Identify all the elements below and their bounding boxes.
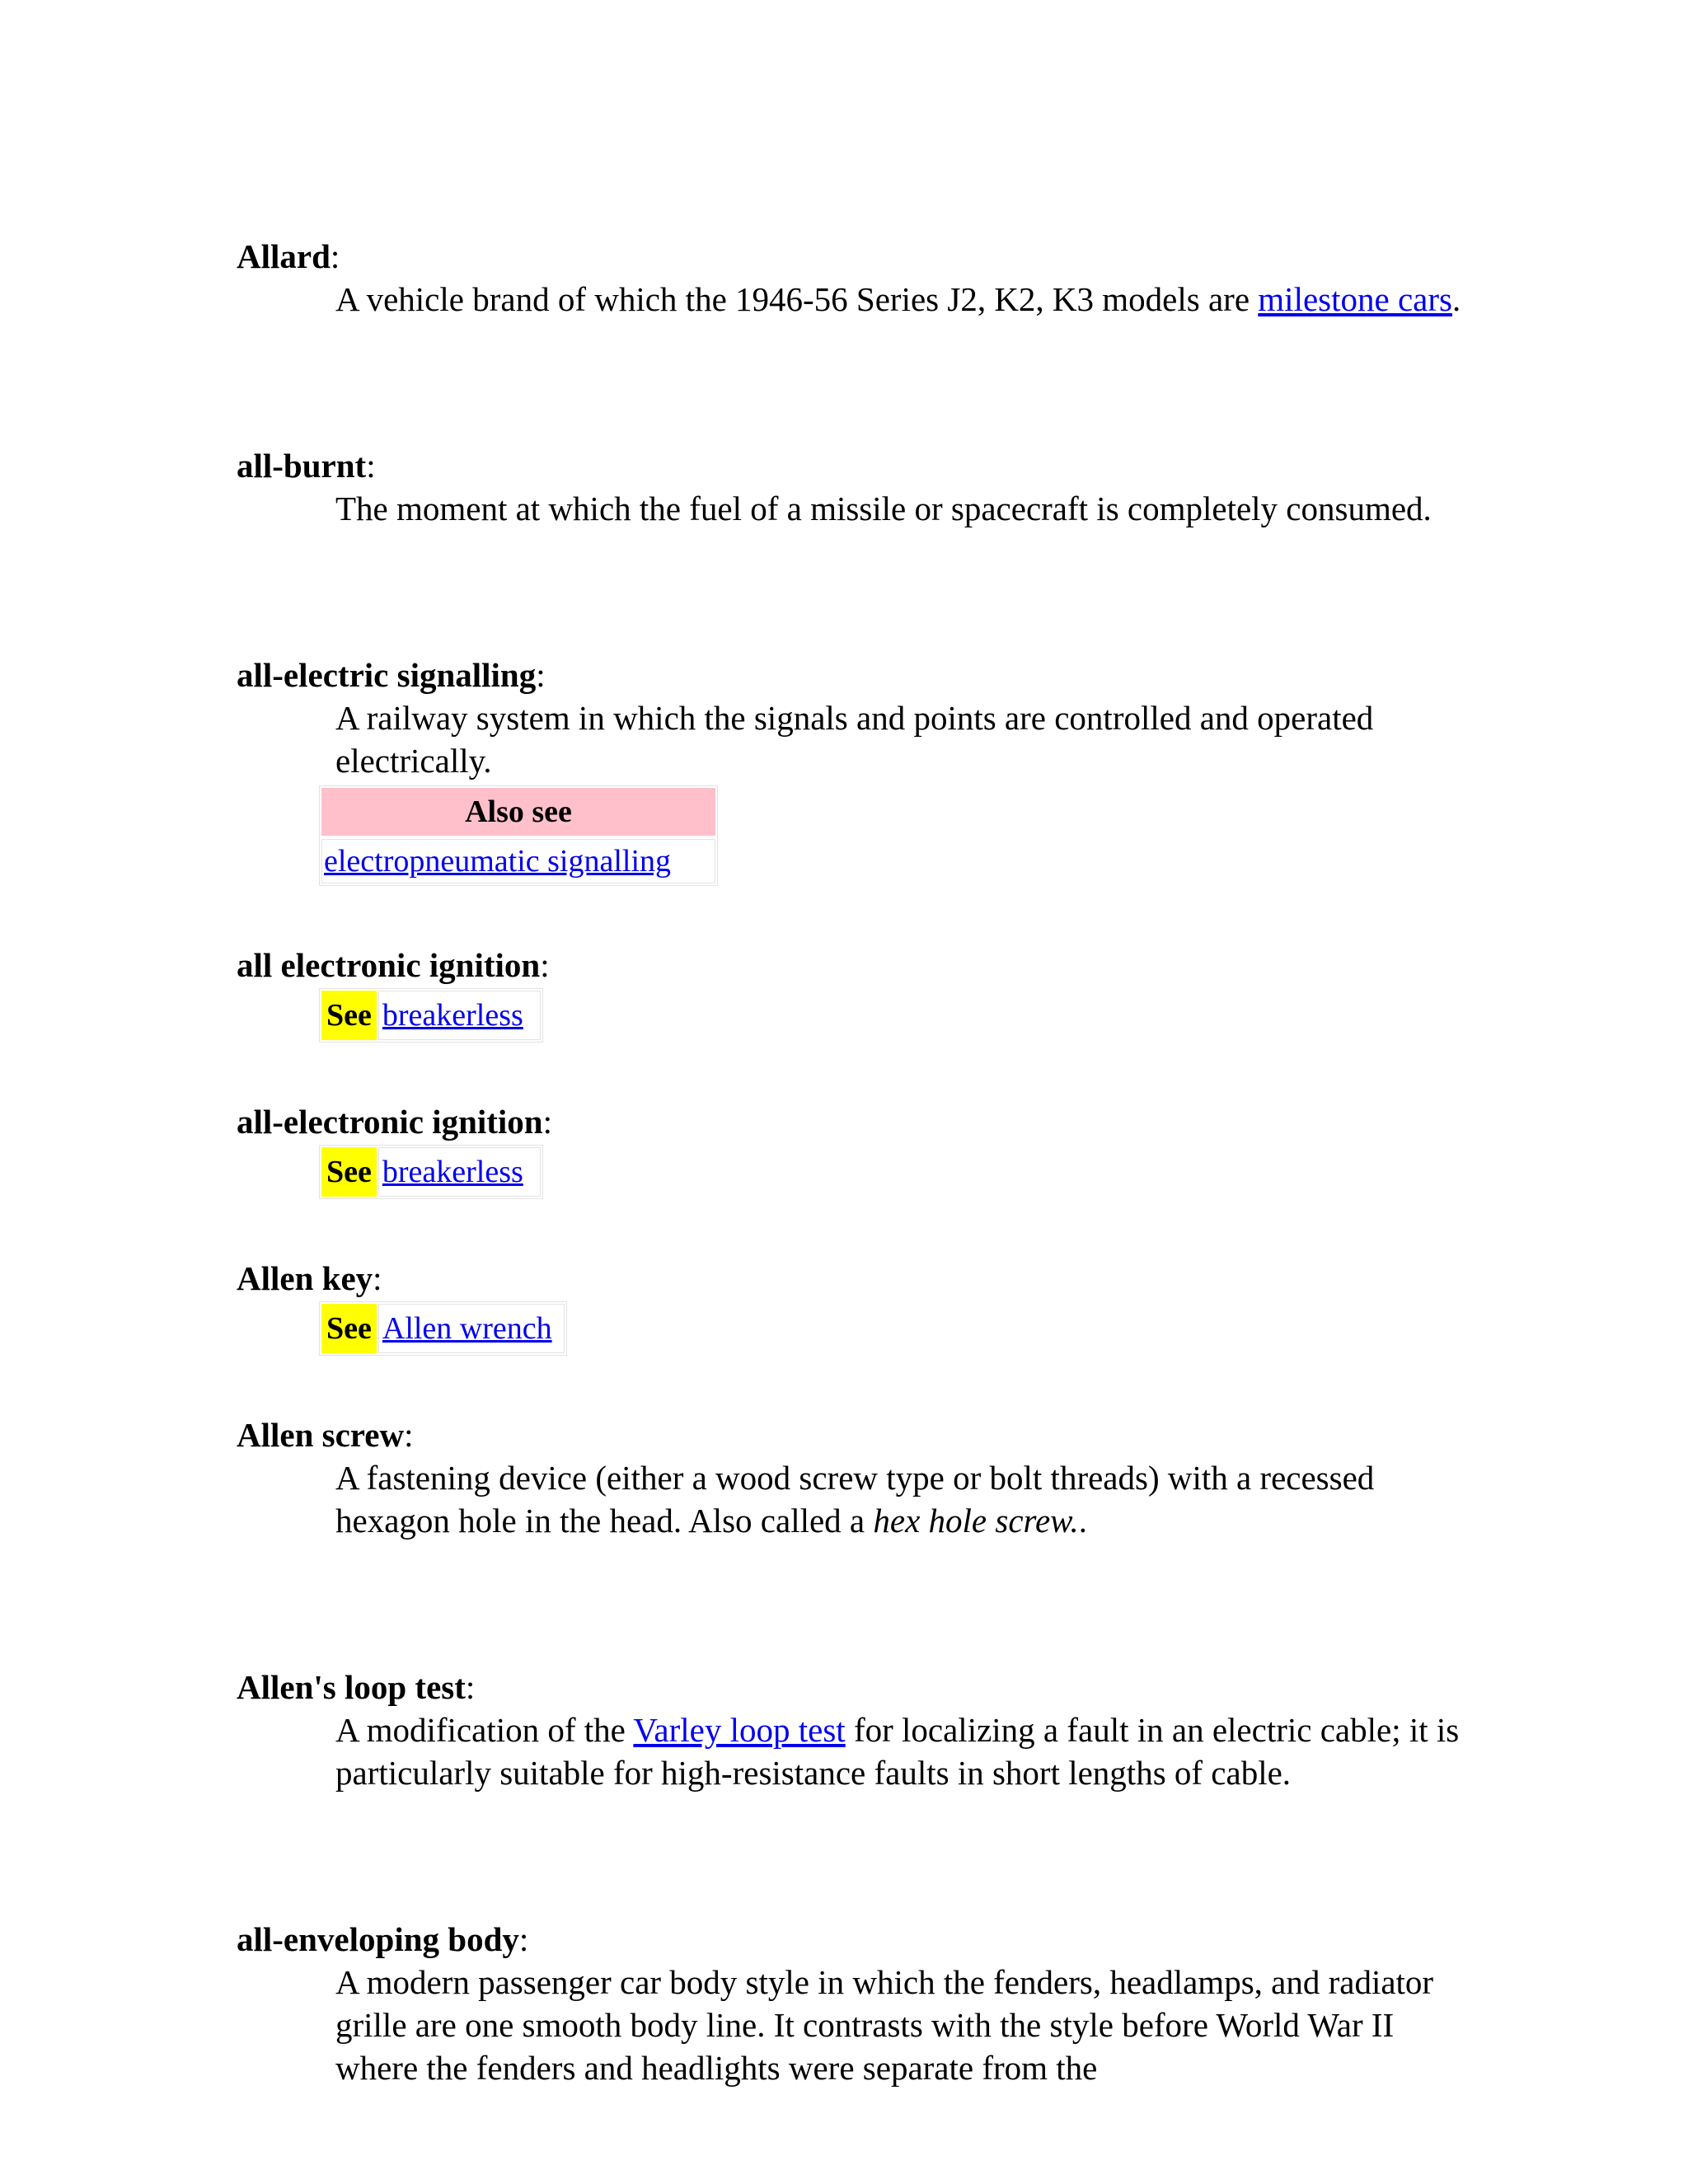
entry-allard bbox=[237, 235, 1473, 321]
definition-text: A fastening device (either a wood screw type or bolt threads) with a recessed hexagon hole in the head. Also called a bbox=[335, 1459, 1375, 1540]
entry-all-electronic-ignition bbox=[237, 944, 1473, 1043]
definition-text: A vehicle brand of which the 1946-56 Series J2, K2, K3 models are bbox=[335, 280, 1259, 318]
definition-text: A modification of the bbox=[335, 1711, 634, 1749]
milestone-cars-link[interactable]: milestone cars bbox=[1258, 280, 1452, 318]
definition: The moment at which the fuel of a missile or spacecraft is completely consumed. bbox=[335, 490, 1432, 527]
breakerless-link[interactable]: breakerless bbox=[382, 998, 523, 1033]
colon: : bbox=[366, 447, 376, 485]
colon: : bbox=[404, 1416, 414, 1454]
colon: : bbox=[330, 237, 340, 275]
definition-text-end: for localizing a fault in an electric cable; it is particularly suitable for high-resistance faults in short lengths of cable. bbox=[335, 1711, 1460, 1792]
definition: A modern passenger car body style in which the fenders, headlamps, and radiator grille are one smooth body line. It contrasts with the style before World War II where the fenders and headlights were separate from the bbox=[335, 1963, 1434, 2087]
term: all-electronic ignition bbox=[237, 1103, 543, 1141]
also-see-header: Also see bbox=[321, 788, 715, 836]
definition: A railway system in which the signals and points are controlled and operated electrically. bbox=[335, 699, 1374, 780]
term: Allard bbox=[237, 237, 331, 275]
term: all-enveloping body bbox=[237, 1920, 519, 1958]
definition bbox=[335, 1456, 1473, 1542]
term: all electronic ignition bbox=[237, 946, 541, 984]
colon: : bbox=[540, 946, 550, 984]
see-link-cell bbox=[378, 1147, 541, 1197]
colon: : bbox=[536, 656, 546, 694]
see-table bbox=[319, 988, 543, 1043]
definition bbox=[335, 278, 1473, 321]
term: all-electric signalling bbox=[237, 656, 537, 694]
entry-allen-screw bbox=[237, 1413, 1473, 1542]
term: Allen's loop test bbox=[237, 1668, 466, 1706]
see-link-cell bbox=[378, 1304, 565, 1353]
entry-all-electronic-ignition-hyphenated bbox=[237, 1100, 1473, 1199]
breakerless-link[interactable]: breakerless bbox=[382, 1155, 523, 1189]
varley-loop-test-link[interactable]: Varley loop test bbox=[633, 1711, 846, 1749]
definition-italic: hex hole screw. bbox=[873, 1502, 1079, 1540]
see-link-cell bbox=[378, 991, 541, 1040]
definition-text-end: . bbox=[1078, 1502, 1087, 1540]
electropneumatic-signalling-link[interactable]: electropneumatic signalling bbox=[324, 844, 672, 879]
glossary-page bbox=[237, 235, 1473, 2089]
colon: : bbox=[373, 1259, 382, 1297]
see-table bbox=[319, 1145, 543, 1199]
colon: : bbox=[465, 1668, 476, 1706]
see-label: See bbox=[321, 1147, 377, 1197]
definition bbox=[335, 1708, 1473, 1794]
entry-all-enveloping-body bbox=[237, 1918, 1473, 2089]
term: Allen screw bbox=[237, 1416, 405, 1454]
term: all-burnt bbox=[237, 447, 367, 485]
entry-all-electric-signalling bbox=[237, 654, 1473, 886]
also-see-cell bbox=[321, 839, 715, 883]
colon: : bbox=[518, 1920, 529, 1958]
entry-all-burnt bbox=[237, 444, 1473, 530]
definition-text-end: . bbox=[1451, 280, 1461, 318]
see-table bbox=[319, 1301, 567, 1356]
see-label: See bbox=[321, 1304, 377, 1353]
colon: : bbox=[542, 1103, 553, 1141]
entry-allens-loop-test bbox=[237, 1666, 1473, 1794]
allen-wrench-link[interactable]: Allen wrench bbox=[382, 1311, 552, 1346]
also-see-table bbox=[319, 785, 718, 886]
see-label: See bbox=[321, 991, 377, 1040]
entry-allen-key bbox=[237, 1257, 1473, 1356]
term: Allen key bbox=[237, 1259, 373, 1297]
